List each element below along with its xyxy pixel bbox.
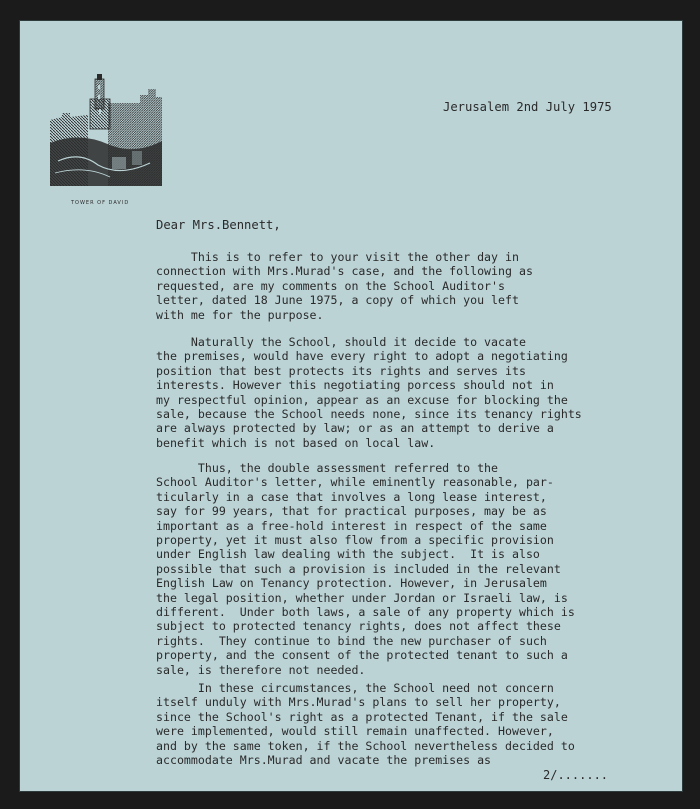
paragraph-3: Thus, the double assessment referred to the School Auditor's letter, while eminently reasonable, par- ticularly in a case that involves a long lease interest, say for 99 years, that for practical purposes, may be as important as a free-hold interest in respect of the same property, yet it must also flow from a specific provision under English law dealing with the subject. It is also possible that such a provision is included in the relevant English Law on Tenancy protection. However, in Jerusalem the legal position, whether under Jordan or Israeli law, is different. Under both laws, a sale of any property which is subject to protected tenancy rights, does not affect these rights. They continue to bind the new purchaser of such property, and the consent of the protected tenant to such a sale, is therefore not needed. [156, 461, 575, 677]
tower-of-david-engraving [50, 73, 162, 186]
date-line: Jerusalem 2nd July 1975 [443, 100, 612, 114]
paragraph-4: In these circumstances, the School need not concern itself unduly with Mrs.Murad's plans to sell her property, since the School's right as a protected Tenant, if the sale were implemented, would still remain unaffected. However, and by the same token, if the School nevertheless decided to accommodate Mrs.Murad and vacate the premises as [156, 681, 575, 768]
salutation: Dear Mrs.Bennett, [156, 218, 281, 232]
paragraph-1: This is to refer to your visit the other day in connection with Mrs.Murad's case, and the following as requested, are my comments on the School Auditor's letter, dated 18 June 1975, a copy of which you left with me for the purpose. [156, 250, 533, 322]
tower-illustration [50, 73, 162, 186]
page-continuation-marker: 2/....... [543, 768, 609, 782]
letter-page [19, 20, 683, 792]
paragraph-2: Naturally the School, should it decide to vacate the premises, would have every right to adopt a negotiating position that best protects its rights and serves its interests. However this negotiating porcess should not in my respectful opinion, appear as an excuse for blocking the sale, because the School needs none, since its tenancy rights are always protected by law; or as an attempt to derive a benefit which is not based on local law. [156, 335, 582, 450]
letterhead-caption: TOWER OF DAVID [71, 200, 130, 206]
